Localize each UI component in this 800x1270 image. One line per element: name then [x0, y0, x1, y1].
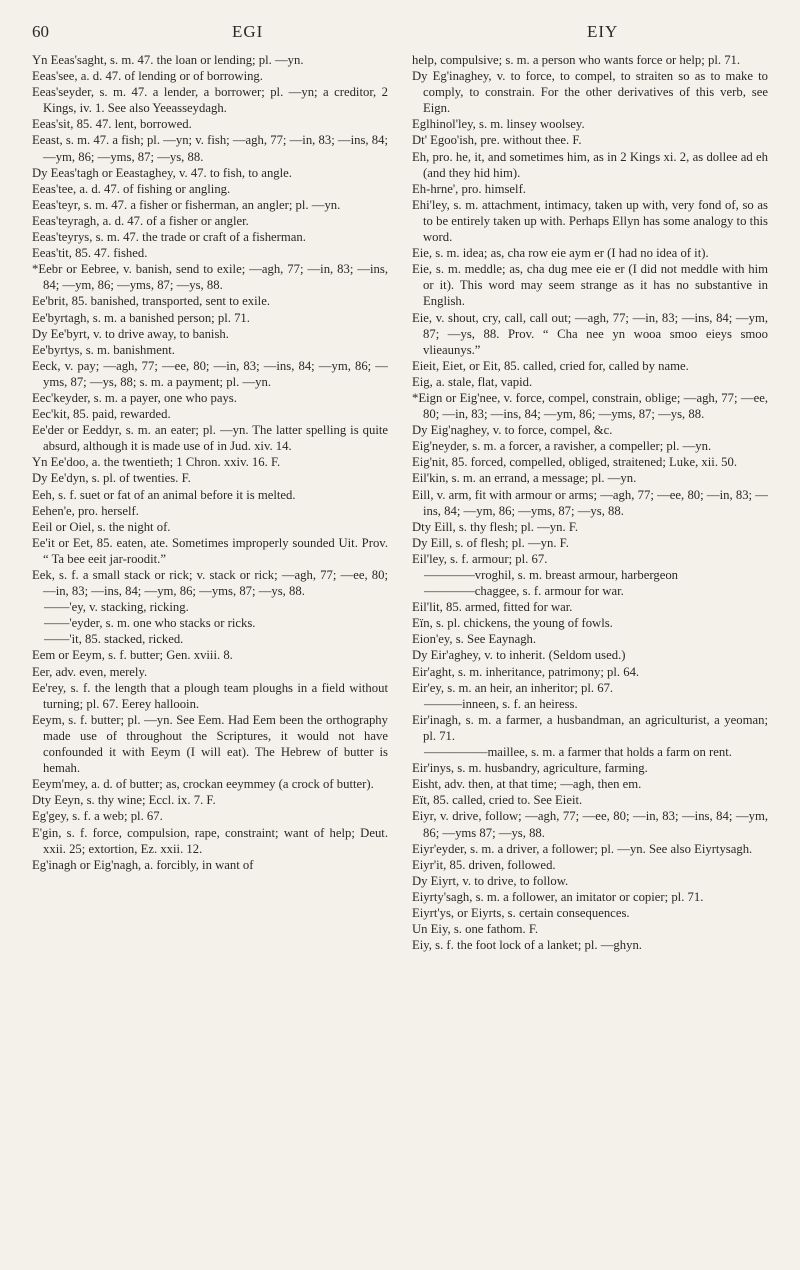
dictionary-entry: Eg'inagh or Eig'nagh, a. forcibly, in want of	[32, 857, 254, 872]
dictionary-entry: Dy Eir'aghey, v. to inherit. (Seldom used.)	[412, 648, 626, 663]
dictionary-entry: Ee'it or Eet, 85. eaten, ate. Sometimes improperly sounded Uit. Prov. “ Ta bee eeit jar-roodit.”	[32, 535, 388, 566]
dictionary-entry: Dty Eill, s. thy flesh; pl. —yn. F.	[412, 519, 579, 534]
dictionary-entry: Yn Eeas'saght, s. m. 47. the loan or lending; pl. —yn.	[32, 53, 304, 67]
dictionary-entry: Eiyr'eyder, s. m. a driver, a follower; pl. —yn. See also Eiyrtysagh.	[412, 841, 753, 856]
dictionary-entry: Dy Eiyrt, v. to drive, to follow.	[412, 873, 569, 888]
dictionary-entry: Eem or Eeym, s. f. butter; Gen. xviii. 8.	[32, 648, 233, 663]
dictionary-entry: Yn Ee'doo, a. the twentieth; 1 Chron. xxiv. 16. F.	[32, 455, 281, 470]
dictionary-entry: ——'eyder, s. m. one who stacks or ricks.	[44, 616, 256, 631]
dictionary-entry: ——'it, 85. stacked, ricked.	[44, 632, 184, 647]
right-guide-word: EIY	[587, 22, 619, 41]
dictionary-entry: Dy Eg'inaghey, v. to force, to compel, to straiten so as to make to comply, to constrain. For the other derivatives of this verb, see Eign.	[412, 69, 768, 116]
dictionary-entry: Eill, v. arm, fit with armour or arms; —agh, 77; —ee, 80; —in, 83; —ins, 84; —ym, 86; —yms, 87; —ys, 88.	[412, 487, 768, 518]
dictionary-entry: help, compulsive; s. m. a person who wants force or help; pl. 71.	[412, 53, 741, 67]
dictionary-entry: Dy Eill, s. of flesh; pl. —yn. F.	[412, 535, 569, 550]
dictionary-entry: Ee'der or Eeddyr, s. m. an eater; pl. —yn. The latter spelling is quite absurd, although it is made use of in Jud. xiv. 14.	[32, 423, 388, 454]
dictionary-entry: Eer, adv. even, merely.	[32, 664, 148, 679]
dictionary-entry: Eig'nit, 85. forced, compelled, obliged, straitened; Luke, xii. 50.	[412, 455, 738, 470]
dictionary-entry: Dt' Egoo'ish, pre. without thee. F.	[412, 133, 582, 148]
left-column	[32, 52, 388, 953]
dictionary-entry: Eeas'tee, a. d. 47. of fishing or angling.	[32, 181, 231, 196]
dictionary-entry: Eie, s. m. meddle; as, cha dug mee eie er (I did not meddle with him or it). This word may seem strange as it has no substantive in English.	[412, 262, 768, 309]
dictionary-entry: Eeas'tit, 85. 47. fished.	[32, 246, 148, 261]
dictionary-entry: —————maillee, s. m. a farmer that holds a farm on rent.	[424, 745, 732, 760]
dictionary-entry: Ee'brit, 85. banished, transported, sent to exile.	[32, 294, 271, 309]
dictionary-entry: Eil'kin, s. m. an errand, a message; pl. —yn.	[412, 471, 637, 486]
dictionary-entry: ——'ey, v. stacking, ricking.	[44, 600, 189, 615]
dictionary-entry: Eec'kit, 85. paid, rewarded.	[32, 407, 171, 422]
dictionary-entry: Eir'aght, s. m. inheritance, patrimony; pl. 64.	[412, 664, 640, 679]
dictionary-entry: Eeck, v. pay; —agh, 77; —ee, 80; —in, 83; —ins, 84; —ym, 86; —yms, 87; —ys, 88; s. m. a payment; pl. —yn.	[32, 358, 388, 389]
dictionary-entry: Dy Ee'byrt, v. to drive away, to banish.	[32, 326, 229, 341]
dictionary-entry: Eiyrty'sagh, s. m. a follower, an imitator or copier; pl. 71.	[412, 889, 704, 904]
dictionary-entry: Eec'keyder, s. m. a payer, one who pays.	[32, 390, 237, 405]
right-column	[412, 52, 768, 953]
dictionary-entry: Eeh, s. f. suet or fat of an animal before it is melted.	[32, 487, 296, 502]
text-columns	[32, 52, 768, 953]
dictionary-entry: Eh, pro. he, it, and sometimes him, as in 2 Kings xi. 2, as dollee ad eh (and they hid him).	[412, 149, 768, 180]
dictionary-entry: Eh-hrne', pro. himself.	[412, 181, 526, 196]
dictionary-entry: Eil'lit, 85. armed, fitted for war.	[412, 600, 573, 615]
dictionary-entry: Eeas'teyrys, s. m. 47. the trade or craft of a fisherman.	[32, 230, 306, 245]
dictionary-entry: ————chaggee, s. f. armour for war.	[424, 584, 624, 599]
dictionary-entry: Eeym, s. f. butter; pl. —yn. See Eem. Had Eem been the orthography made use of throughout the Scriptures, it would not have confounded it with Eeym (I will eat). The Hebrew of butter is hemah.	[32, 712, 388, 776]
dictionary-entry: ———inneen, s. f. an heiress.	[424, 696, 578, 711]
dictionary-entry: Eeas'teyr, s. m. 47. a fisher or fisherman, an angler; pl. —yn.	[32, 197, 341, 212]
dictionary-entry: Dy Ee'dyn, s. pl. of twenties. F.	[32, 471, 191, 486]
dictionary-entry: *Eign or Eig'nee, v. force, compel, constrain, oblige; —agh, 77; —ee, 80; —in, 83; —ins, 84; —ym, 86; —yms, 87; —ys, 88.	[412, 390, 768, 422]
dictionary-entry: Eiyrt'ys, or Eiyrts, s. certain consequences.	[412, 905, 630, 920]
dictionary-entry: Un Eiy, s. one fathom. F.	[412, 922, 539, 937]
dictionary-entry: E'gin, s. f. force, compulsion, rape, constraint; want of help; Deut. xxii. 25; extortion, Ez. xxii. 12.	[32, 825, 388, 856]
dictionary-entry: Eig, a. stale, flat, vapid.	[412, 374, 533, 389]
dictionary-entry: Dy Eig'naghey, v. to force, compel, &c.	[412, 423, 613, 438]
dictionary-entry: Eeas'seyder, s. m. 47. a lender, a borrower; pl. —yn; a creditor, 2 Kings, iv. 1. See also Yeeasseydagh.	[32, 85, 388, 116]
running-head	[32, 20, 768, 48]
dictionary-entry: Eglhinol'ley, s. m. linsey woolsey.	[412, 117, 585, 132]
dictionary-entry: ————vroghil, s. m. breast armour, harbergeon	[424, 568, 679, 582]
dictionary-entry: Eït, 85. called, cried to. See Eieit.	[412, 793, 583, 808]
dictionary-entry: Eeil or Oiel, s. the night of.	[32, 519, 171, 534]
dictionary-entry: Eie, s. m. idea; as, cha row eie aym er (I had no idea of it).	[412, 246, 709, 261]
dictionary-entry: Eehen'e, pro. herself.	[32, 503, 139, 518]
dictionary-entry: Dy Eeas'tagh or Eeastaghey, v. 47. to fish, to angle.	[32, 165, 292, 180]
dictionary-entry: Dty Eeyn, s. thy wine; Eccl. ix. 7. F.	[32, 793, 216, 808]
dictionary-entry: Ee'byrtagh, s. m. a banished person; pl. 71.	[32, 310, 250, 325]
dictionary-entry: Eir'inagh, s. m. a farmer, a husbandman, an agriculturist, a yeoman; pl. 71.	[412, 712, 768, 743]
dictionary-entry: Eeym'mey, a. d. of butter; as, crockan eeymmey (a crock of butter).	[32, 777, 374, 792]
dictionary-entry: Eir'ey, s. m. an heir, an inheritor; pl. 67.	[412, 680, 614, 695]
dictionary-entry: Eïn, s. pl. chickens, the young of fowls.	[412, 616, 613, 631]
dictionary-entry: Eg'gey, s. f. a web; pl. 67.	[32, 809, 163, 824]
dictionary-entry: Eieit, Eiet, or Eit, 85. called, cried for, called by name.	[412, 358, 689, 373]
dictionary-entry: Eiyr'it, 85. driven, followed.	[412, 857, 556, 872]
dictionary-entry: Ee'byrtys, s. m. banishment.	[32, 342, 175, 357]
left-guide-word: EGI	[232, 22, 264, 41]
dictionary-entry: Eil'ley, s. f. armour; pl. 67.	[412, 551, 548, 566]
page-number: 60	[32, 22, 49, 41]
dictionary-entry: Eeas'see, a. d. 47. of lending or of borrowing.	[32, 69, 263, 84]
dictionary-entry: Ehi'ley, s. m. attachment, intimacy, taken up with, very fond of, so as to be entirely taken up with. Perhaps Ellyn has some analogy to this word.	[412, 197, 768, 245]
dictionary-entry: Eig'neyder, s. m. a forcer, a ravisher, a compeller; pl. —yn.	[412, 439, 712, 454]
dictionary-entry: Eion'ey, s. See Eaynagh.	[412, 632, 537, 647]
dictionary-entry: Ee'rey, s. f. the length that a plough team ploughs in a field without turning; pl. 67. Eerey hallooin.	[32, 680, 388, 711]
dictionary-entry: Eie, v. shout, cry, call, call out; —agh, 77; —in, 83; —ins, 84; —ym, 87; —ys, 88. Prov. “ Cha nee yn wooa smoo eieys smoo vlieaunys.”	[412, 310, 768, 357]
dictionary-entry: Eir'inys, s. m. husbandry, agriculture, farming.	[412, 761, 648, 776]
dictionary-entry: *Eebr or Eebree, v. banish, send to exile; —agh, 77; —in, 83; —ins, 84; —ym, 86; —yms, 87; —ys, 88.	[32, 262, 388, 293]
dictionary-entry: Eeas'teyragh, a. d. 47. of a fisher or angler.	[32, 213, 249, 228]
dictionary-entry: Eeast, s. m. 47. a fish; pl. —yn; v. fish; —agh, 77; —in, 83; —ins, 84; —ym, 86; —yms, 87; —ys, 88.	[32, 133, 388, 164]
dictionary-entry: Eiy, s. f. the foot lock of a lanket; pl. —ghyn.	[412, 938, 642, 953]
dictionary-entry: Eisht, adv. then, at that time; —agh, then em.	[412, 777, 642, 792]
dictionary-entry: Eeas'sit, 85. 47. lent, borrowed.	[32, 117, 192, 132]
dictionary-entry: Eek, s. f. a small stack or rick; v. stack or rick; —agh, 77; —ee, 80; —in, 83; —ins, 84; —ym, 86; —yms, 87; —ys, 88.	[32, 568, 388, 599]
dictionary-entry: Eiyr, v. drive, follow; —agh, 77; —ee, 80; —in, 83; —ins, 84; —ym, 86; —yms 87; —ys, 88.	[412, 809, 768, 840]
